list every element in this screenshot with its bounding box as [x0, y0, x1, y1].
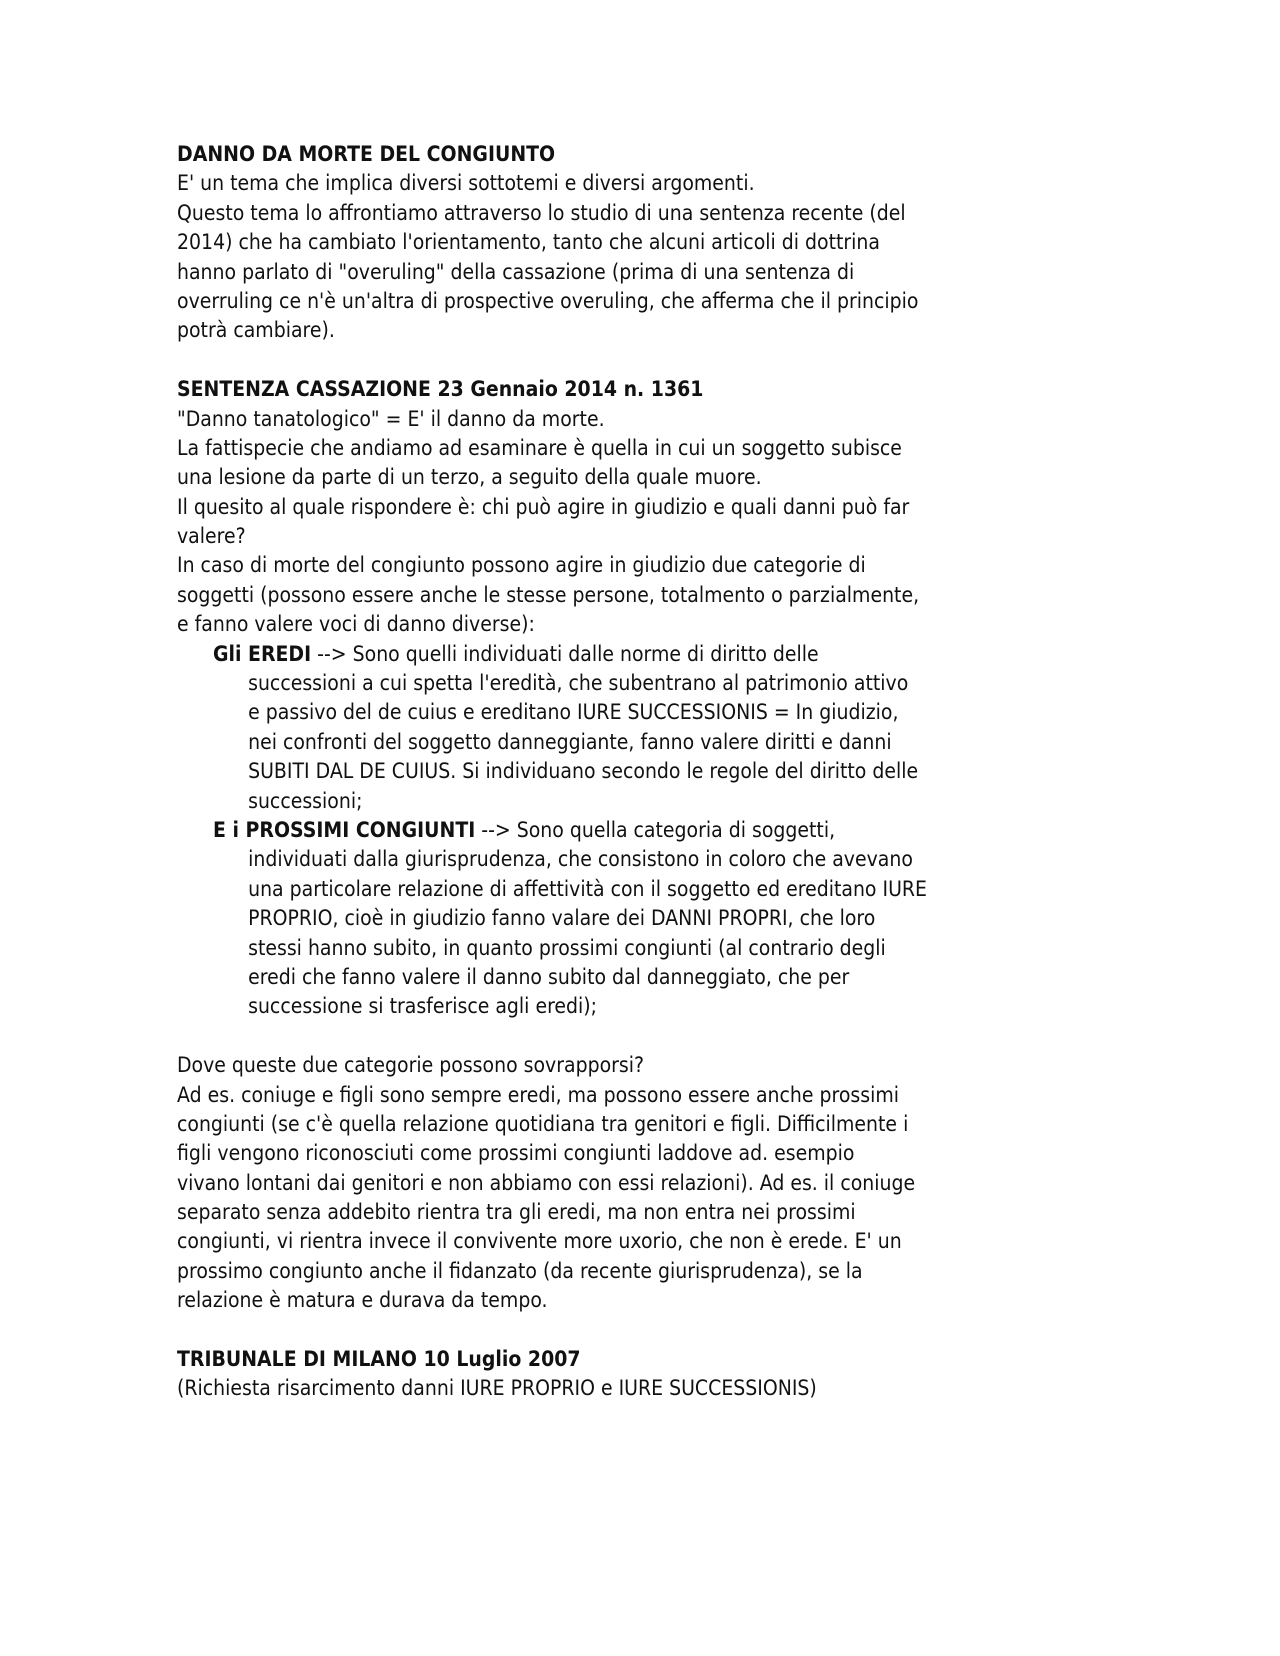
line-text: potrà cambiare). [177, 318, 335, 343]
line-text: stessi hanno subito, in quanto prossimi congiunti (al contrario degli [248, 935, 886, 960]
text-line [177, 463, 1041, 492]
section-heading [177, 375, 1041, 404]
text-line [177, 904, 1041, 933]
line-text: congiunti (se c'è quella relazione quotidiana tra genitori e figli. Difficilmente i [177, 1111, 909, 1136]
line-text: relazione è matura e durava da tempo. [177, 1288, 548, 1313]
line-text: successione si trasferisce agli eredi); [248, 994, 598, 1019]
line-text: nei confronti del soggetto danneggiante, fanno valere diritti e danni [248, 729, 892, 754]
bold-text: SENTENZA CASSAZIONE 23 Gennaio 2014 n. 1361 [177, 377, 704, 402]
text-line [177, 169, 1041, 198]
text-line [177, 787, 1041, 816]
line-text: SUBITI DAL DE CUIUS. Si individuano secondo le regole del diritto delle [248, 759, 919, 784]
text-line [177, 698, 1041, 727]
text-line [177, 405, 1041, 434]
text-line [177, 1374, 1041, 1403]
text-line [177, 1110, 1041, 1139]
text-line [177, 875, 1041, 904]
line-text: una lesione da parte di un terzo, a seguito della quale muore. [177, 465, 762, 490]
bold-text: E i PROSSIMI CONGIUNTI [213, 817, 476, 842]
bold-text: DANNO DA MORTE DEL CONGIUNTO [177, 142, 556, 166]
text-line [177, 522, 1041, 551]
line-text: valere? [177, 524, 246, 549]
line-text: overruling ce n'è un'altra di prospective overuling, che afferma che il principio [177, 288, 919, 313]
text-line [177, 757, 1041, 786]
line-text: una particolare relazione di affettività con il soggetto ed ereditano IURE [248, 876, 927, 901]
section-heading [177, 140, 1041, 169]
text-line [177, 316, 1041, 345]
line-text: "Danno tanatologico" = E' il danno da morte. [177, 406, 605, 431]
text-line [177, 434, 1041, 463]
text-line [177, 1169, 1041, 1198]
text-line [177, 669, 1041, 698]
line-text: hanno parlato di "overuling" della cassazione (prima di una sentenza di [177, 259, 855, 284]
text-line [177, 581, 1041, 610]
text-line [177, 1022, 1041, 1051]
line-text: Il quesito al quale rispondere è: chi può agire in giudizio e quali danni può far [177, 494, 910, 519]
document-body [177, 140, 1041, 1404]
line-text: Dove queste due categorie possono sovrapporsi? [177, 1053, 645, 1078]
line-text: PROPRIO, cioè in giudizio fanno valare dei DANNI PROPRI, che loro [248, 906, 876, 931]
text-line [177, 287, 1041, 316]
text-line [177, 992, 1041, 1021]
text-line [177, 845, 1041, 874]
line-text: separato senza addebito rientra tra gli eredi, ma non entra nei prossimi [177, 1200, 856, 1225]
text-line [177, 728, 1041, 757]
line-text: e passivo del de cuius e ereditano IURE SUCCESSIONIS = In giudizio, [248, 700, 899, 725]
text-line [177, 1198, 1041, 1227]
text-line [177, 258, 1041, 287]
section-heading [177, 1345, 1041, 1374]
text-line [177, 934, 1041, 963]
bold-text: Gli EREDI [213, 641, 312, 666]
text-line [177, 963, 1041, 992]
text-line [177, 551, 1041, 580]
line-text: --> Sono quelli individuati dalle norme di diritto delle [311, 641, 819, 666]
text-line [177, 1286, 1041, 1315]
text-line [177, 493, 1041, 522]
line-text: Ad es. coniuge e figli sono sempre eredi, ma possono essere anche prossimi [177, 1082, 900, 1107]
line-text: soggetti (possono essere anche le stesse persone, totalmento o parzialmente, [177, 582, 920, 607]
text-line [177, 228, 1041, 257]
line-text: figli vengono riconosciuti come prossimi congiunti laddove ad. esempio [177, 1141, 855, 1166]
list-item [177, 640, 1041, 669]
text-line [177, 1227, 1041, 1256]
text-line [177, 199, 1041, 228]
line-text: La fattispecie che andiamo ad esaminare è quella in cui un soggetto subisce [177, 435, 902, 460]
line-text: e fanno valere voci di danno diverse): [177, 612, 535, 637]
text-line [177, 1051, 1041, 1080]
text-line [177, 346, 1041, 375]
line-text: congiunti, vi rientra invece il convivente more uxorio, che non è erede. E' un [177, 1229, 902, 1254]
line-text: eredi che fanno valere il danno subito dal danneggiato, che per [248, 964, 850, 989]
line-text: --> Sono quella categoria di soggetti, [475, 817, 836, 842]
line-text: Questo tema lo affrontiamo attraverso lo studio di una sentenza recente (del [177, 200, 906, 225]
text-line [177, 1139, 1041, 1168]
list-item [177, 816, 1041, 845]
bold-text: TRIBUNALE DI MILANO 10 Luglio 2007 [177, 1347, 581, 1372]
line-text: prossimo congiunto anche il fidanzato (da recente giurisprudenza), se la [177, 1258, 863, 1283]
text-line [177, 1081, 1041, 1110]
line-text: vivano lontani dai genitori e non abbiamo con essi relazioni). Ad es. il coniuge [177, 1170, 916, 1195]
line-text: 2014) che ha cambiato l'orientamento, tanto che alcuni articoli di dottrina [177, 230, 880, 255]
text-line [177, 1257, 1041, 1286]
line-text: (Richiesta risarcimento danni IURE PROPRIO e IURE SUCCESSIONIS) [177, 1376, 817, 1401]
text-line [177, 1316, 1041, 1345]
line-text: E' un tema che implica diversi sottotemi e diversi argomenti. [177, 171, 755, 196]
text-line [177, 610, 1041, 639]
line-text: individuati dalla giurisprudenza, che consistono in coloro che avevano [248, 847, 913, 872]
line-text: successioni a cui spetta l'eredità, che subentrano al patrimonio attivo [248, 671, 909, 696]
line-text: successioni; [248, 788, 363, 813]
line-text: In caso di morte del congiunto possono agire in giudizio due categorie di [177, 553, 866, 578]
